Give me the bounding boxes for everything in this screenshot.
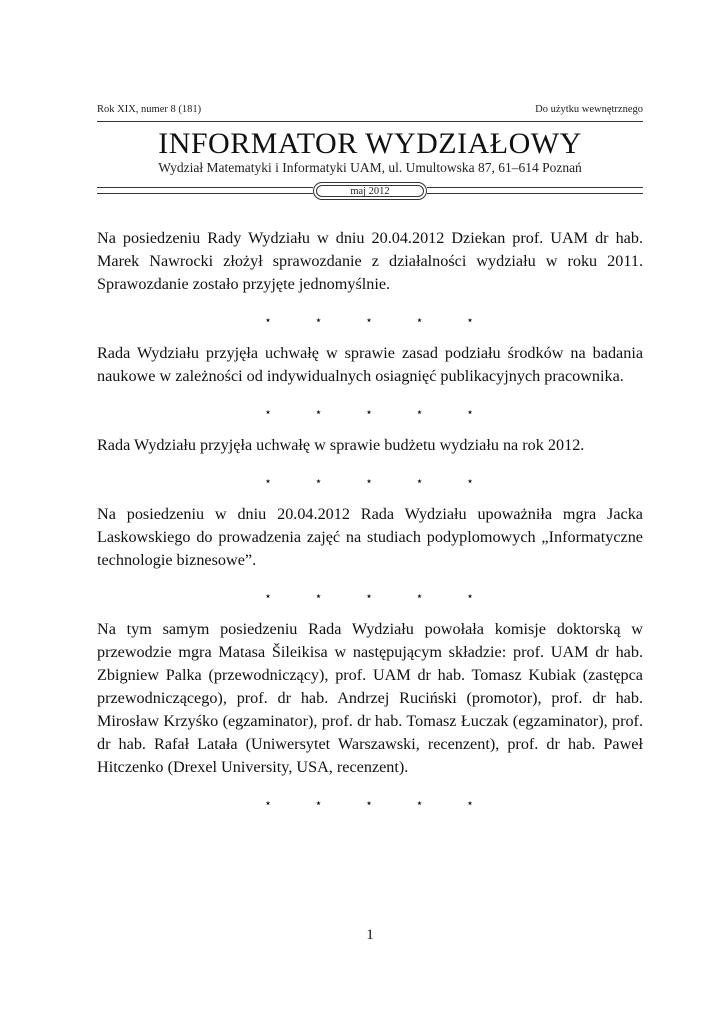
- page-number: 1: [366, 927, 374, 943]
- paragraph-1: Na posiedzeniu Rady Wydziału w dniu 20.04.2012 Dziekan prof. UAM dr hab. Marek Nawrocki złożył sprawozdanie z działalności wydziału w roku 2011. Sprawozdanie zostało przyjęte jednomyślnie.: [97, 229, 643, 293]
- double-rule-left: [97, 187, 313, 194]
- star-separator-3: ⋆ ⋆ ⋆ ⋆ ⋆: [264, 474, 494, 488]
- date-box: [313, 182, 427, 200]
- issue-date: maj 2012: [316, 185, 424, 197]
- date-banner: [97, 182, 643, 202]
- star-separator-4: ⋆ ⋆ ⋆ ⋆ ⋆: [264, 589, 494, 603]
- star-separator-5: ⋆ ⋆ ⋆ ⋆ ⋆: [264, 796, 494, 810]
- header-rule: [97, 121, 643, 122]
- paragraph-4: Na posiedzeniu w dniu 20.04.2012 Rada Wydziału upoważniła mgra Jacka Laskowskiego do prowadzenia zajęć na studiach podyplomowych „Informatyczne technologie biznesowe”.: [97, 505, 643, 569]
- double-rule-right: [427, 187, 643, 194]
- article-body: [97, 227, 643, 825]
- paragraph-5: Na tym samym posiedzeniu Rada Wydziału powołała komisje doktorską w przewodzie mgra Matasa Šileikisa w następującym składzie: prof. UAM dr hab. Zbigniew Palka (przewodniczący), prof. UAM dr hab. Tomasz Kubiak (zastępca przewodniczącego), prof. dr hab. Andrzej Ruciński (promotor), prof. dr hab. Mirosław Krzyśko (egzaminator), prof. dr hab. Tomasz Łuczak (egzaminator), prof. dr hab. Rafał Latała (Uniwersytet Warszawski, recenzent), prof. dr hab. Paweł Hitczenko (Drexel University, USA, recenzent).: [97, 620, 643, 776]
- document-page: [97, 0, 643, 1024]
- issue-number: Rok XIX, numer 8 (181): [97, 104, 202, 115]
- star-separator-2: ⋆ ⋆ ⋆ ⋆ ⋆: [264, 405, 494, 419]
- paragraph-2: Rada Wydziału przyjęła uchwałę w sprawie zasad podziału środków na badania naukowe w zależności od indywidualnych osiagnięć publikacyjnych pracownika.: [97, 344, 643, 385]
- star-separator-1: ⋆ ⋆ ⋆ ⋆ ⋆: [264, 313, 494, 327]
- header-meta-line: [97, 104, 643, 115]
- usage-note: Do użytku wewnętrznego: [535, 104, 643, 115]
- newsletter-title: INFORMATOR WYDZIAŁOWY: [158, 127, 582, 160]
- paragraph-3: Rada Wydziału przyjęła uchwałę w sprawie budżetu wydziału na rok 2012.: [97, 436, 585, 454]
- newsletter-subtitle: Wydział Matematyki i Informatyki UAM, ul. Umultowska 87, 61–614 Poznań: [158, 160, 582, 175]
